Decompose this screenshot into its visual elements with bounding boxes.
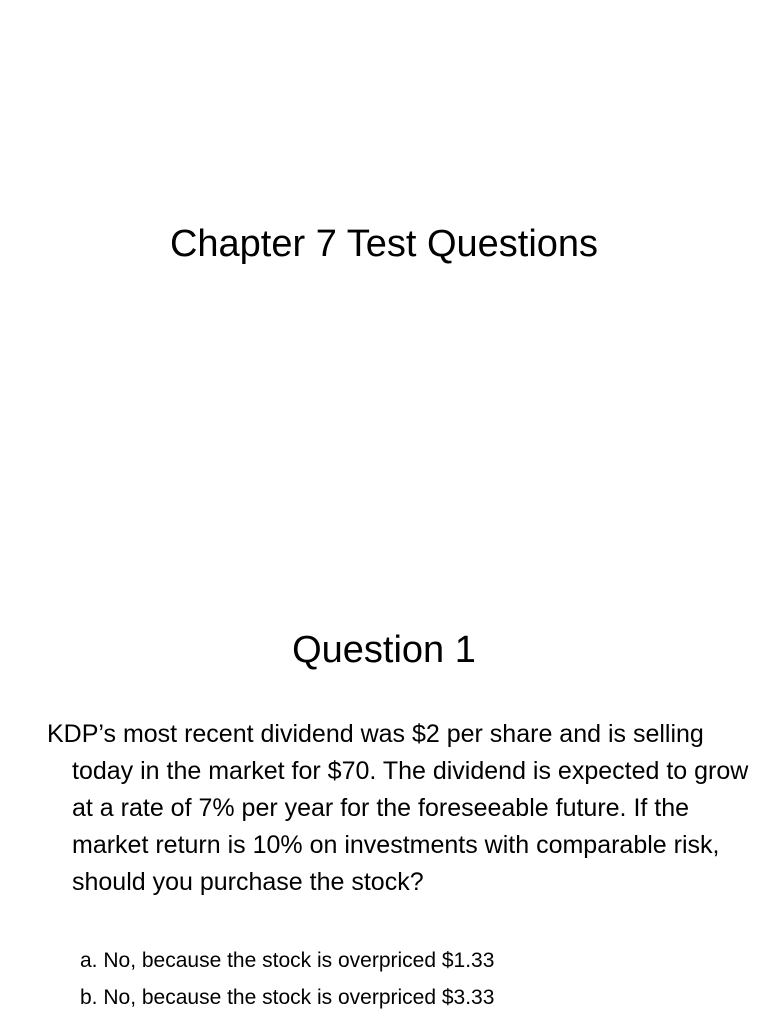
- question-title: Question 1: [292, 629, 476, 671]
- answer-options: [80, 942, 720, 1016]
- answer-option-b: b. No, because the stock is overpriced $3.33: [80, 986, 495, 1009]
- question-slide: [0, 576, 768, 1024]
- answer-option-a: a. No, because the stock is overpriced $1.33: [80, 949, 495, 972]
- question-text: KDP’s most recent dividend was $2 per share and is selling today in the market for $70. The dividend is expected to grow at a rate of 7% per year for the foreseeable future. If the market return is 10% on investments with comparable risk, should you purchase the stock?: [47, 720, 749, 896]
- slide-title: Chapter 7 Test Questions: [169, 223, 599, 265]
